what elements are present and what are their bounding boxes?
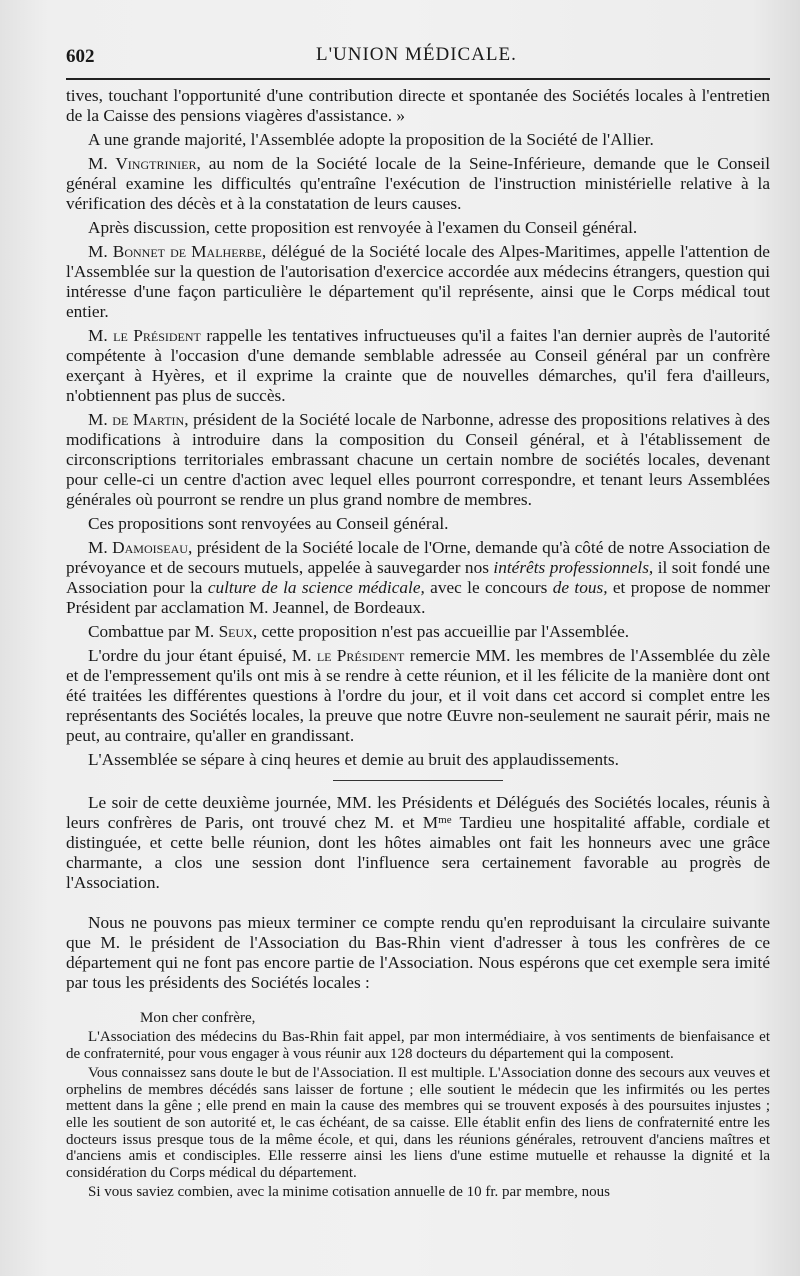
paragraph-text: au nom de la Société locale de la Seine-Inférieure, demande que le Conseil général examine les difficultés qu'entraîne l'exécution de l'instruction ministérielle relative à la vérification des décès et à la constatation de leurs causes. bbox=[66, 154, 770, 213]
paragraph bbox=[66, 622, 770, 642]
italic-phrase: intérêts professionnels, bbox=[493, 558, 654, 577]
header-rule bbox=[66, 78, 770, 80]
paragraph-text: avec le concours bbox=[430, 578, 548, 597]
letter-paragraph: L'Association des médecins du Bas-Rhin fait appel, par mon intermédiaire, à vos sentiments de bienfaisance et de confraternité, pour vous engager à vous réunir aux 128 docteurs du département qui la composent. bbox=[66, 1029, 770, 1062]
paragraph-text: et propose de nommer Président par acclamation M. Jeannel, de Bordeaux. bbox=[66, 578, 771, 617]
paragraph-text: Tardieu une hospitalité affable, cordiale et distinguée, et cette belle réunion, dont les hôtes aimables ont fait les honneurs avec une grâce charmante, a clos une session dont l'influence sera certainement favorable au progrès de l'Association. bbox=[66, 813, 770, 892]
paragraph-text: il soit fondé une Association pour la bbox=[66, 558, 770, 597]
paragraph-text: Combattue par bbox=[88, 622, 191, 641]
paragraph: Après discussion, cette proposition est renvoyée à l'examen du Conseil général. bbox=[88, 218, 638, 237]
paragraph bbox=[66, 538, 770, 618]
page-header bbox=[66, 42, 770, 72]
letter-paragraph: Si vous saviez combien, avec la minime cotisation annuelle de 10 fr. par membre, nous bbox=[88, 1184, 610, 1201]
speaker-name: M. le Président bbox=[291, 646, 405, 665]
circular-letter bbox=[66, 1009, 770, 1201]
speaker-name: M. Vingtrinier, bbox=[88, 154, 201, 173]
paragraph: tives, touchant l'opportunité d'une contribution directe et spontanée des Sociétés locales à l'entretien de la Caisse des pensions viagères d'assistance. » bbox=[66, 86, 770, 125]
spacer bbox=[66, 897, 770, 913]
speaker-name: M. le Président bbox=[88, 326, 201, 345]
paragraph-text: cette proposition n'est pas accueillie par l'Assemblée. bbox=[261, 622, 630, 641]
running-title: L'UNION MÉDICALE. bbox=[316, 44, 517, 65]
paragraph: Nous ne pouvons pas mieux terminer ce compte rendu qu'en reproduisant la circulaire suivante que M. le président de l'Association du Bas-Rhin vient d'adresser à tous les confrères de ce département qui ne font pas encore partie de l'Association. Nous espérons que cet exemple sera imité par tous les présidents des Sociétés locales : bbox=[66, 913, 770, 992]
paragraph-text: Le soir de cette deuxième journée, MM. les Présidents et Délégués des Sociétés locales, réunis à leurs confrères de Paris, ont trouvé chez M. et M bbox=[66, 793, 770, 832]
paragraph-text: délégué de la Société locale des Alpes-Maritimes, appelle l'attention de l'Assemblée sur la question de l'autorisation d'exercice accordée aux médecins étrangers, question qui intéresse d'une façon particulière le département qu'il représente, ainsi que le Corps médical tout entier. bbox=[66, 242, 770, 321]
letter-salutation: Mon cher confrère, bbox=[140, 1010, 256, 1026]
paragraph bbox=[66, 242, 770, 322]
page-number: 602 bbox=[66, 46, 95, 67]
paragraph: L'Assemblée se sépare à cinq heures et demie au bruit des applaudissements. bbox=[88, 750, 619, 769]
article-body bbox=[66, 86, 770, 1204]
paragraph: A une grande majorité, l'Assemblée adopte la proposition de la Société de l'Allier. bbox=[88, 130, 654, 149]
paragraph bbox=[66, 646, 770, 746]
paragraph-text: président de la Société locale de Narbonne, adresse des propositions relatives à des modifications à introduire dans la composition du Conseil général, et à l'établissement de circonscriptions territoriales embrassant chacune un certain nombre de sociétés locales, devenant pour celle-ci un centre d'action avec lequel elles pourront correspondre, et tenant leurs Assemblées générales où pourront se rendre un plus grand nombre de membres. bbox=[66, 410, 770, 509]
paragraph-text: L'ordre du jour étant épuisé, bbox=[88, 646, 287, 665]
superscript: me bbox=[438, 814, 452, 826]
paragraph bbox=[66, 326, 770, 406]
speaker-name: M. Bonnet de Malherbe, bbox=[88, 242, 267, 261]
paragraph-text: remercie MM. les membres de l'Assemblée du zèle et de l'empressement qu'ils ont mis à se rendre à cette réunion, et il les félicite de la manière dont ont été traitées les différentes questions à l'ordre du jour, et il voit dans cet accord si complet entre les représentants des Sociétés locales, la preuve que notre Œuvre non-seulement ne saurait périr, mais ne peut, au contraire, qu'aller en grandissant. bbox=[66, 646, 770, 745]
speaker-name: M. Seux, bbox=[194, 622, 258, 641]
italic-phrase: culture de la science médicale, bbox=[207, 578, 425, 597]
section-separator bbox=[333, 780, 503, 781]
paragraph: Ces propositions sont renvoyées au Conseil général. bbox=[88, 514, 449, 533]
paragraph bbox=[66, 793, 770, 893]
paragraph bbox=[66, 410, 770, 510]
letter-paragraph: Vous connaissez sans doute le but de l'Association. Il est multiple. L'Association donne des secours aux veuves et orphelins de membres décédés sans laisser de fortune ; elle soutient le médecin que les infirmités ou les pertes mettent dans la gêne ; elle prend en main la cause des membres qui se trouvent exposés à des poursuites injustes ; elle les soutient de son autorité et, le cas échéant, de sa caisse. Elle établit enfin des liens de confraternité entre les docteurs issus presque tous de la même école, et qui, dans les réunions générales, retrouvent d'anciens maîtres et d'anciens amis et condisciples. Elle resserre ainsi les liens d'une estime mutuelle et rehausse la dignité et la considération du Corps médical du département. bbox=[66, 1065, 770, 1181]
paragraph bbox=[66, 154, 770, 214]
speaker-name: M. Damoiseau, bbox=[88, 538, 193, 557]
paragraph-text: président de la Société locale de l'Orne, demande qu'à côté de notre Association de prévoyance et de secours mutuels, appelée à sauvegarder nos bbox=[66, 538, 770, 577]
speaker-name: M. de Martin, bbox=[88, 410, 189, 429]
italic-phrase: de tous, bbox=[552, 578, 608, 597]
paragraph-text: rappelle les tentatives infructueuses qu'il a faites l'an dernier auprès de l'autorité compétente à l'occasion d'une demande semblable adressée au Conseil général par un confrère exerçant à Hyères, et il exprime la crainte que de nouvelles démarches, qu'il fera d'ailleurs, n'obtiennent pas plus de succès. bbox=[66, 326, 770, 405]
